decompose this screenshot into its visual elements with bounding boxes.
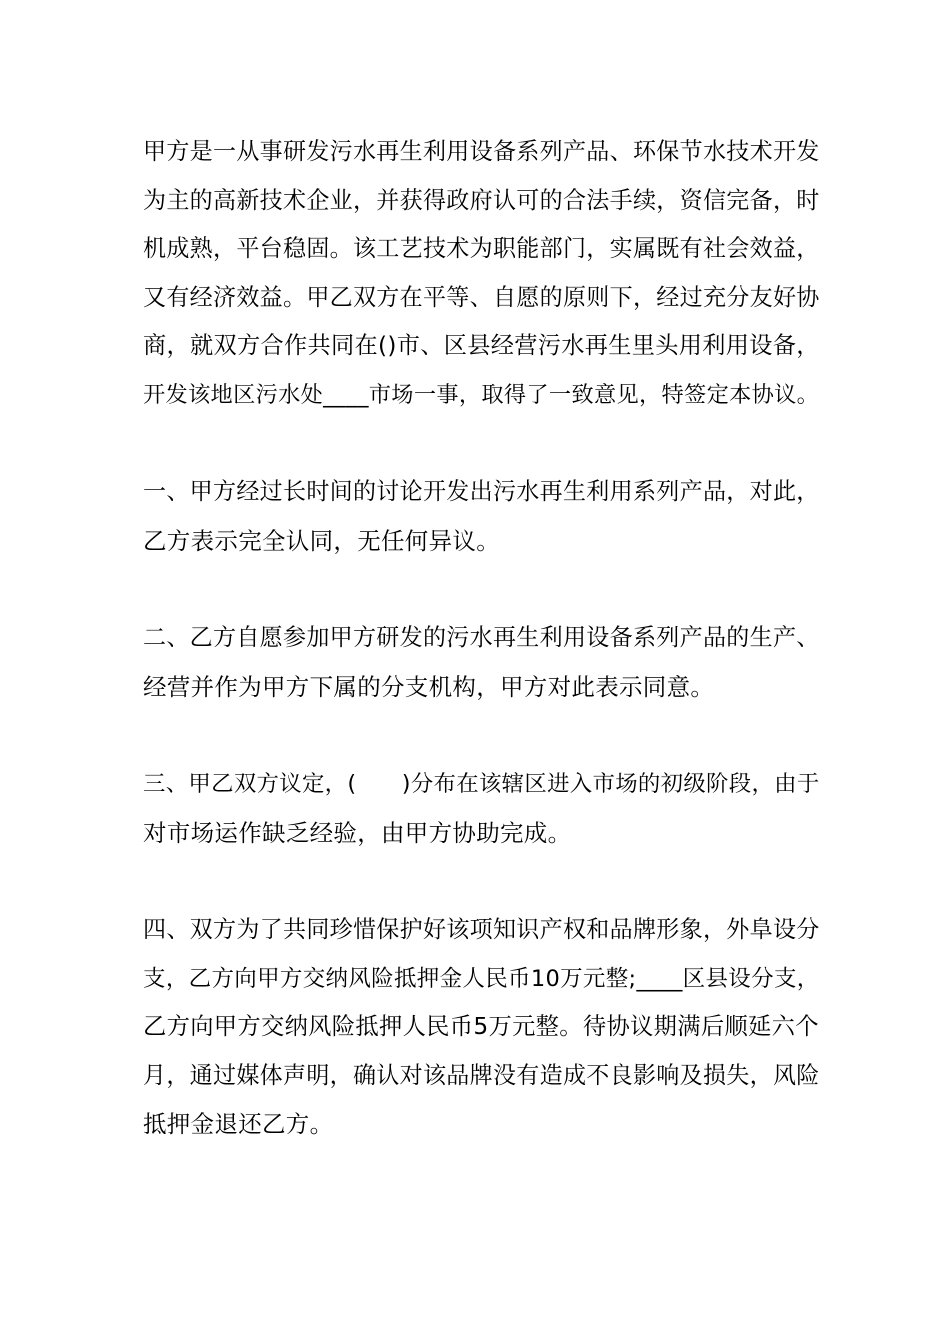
paragraph-clause-3 xyxy=(143,760,823,857)
text-line: 商，就双方合作共同在()市、区县经营污水再生里头用利用设备， xyxy=(143,332,820,359)
text-line: 机成熟，平台稳固。该工艺技术为职能部门，实属既有社会效益， xyxy=(143,236,820,262)
text-line: 乙方向甲方交纳风险抵押人民币5万元整。待协议期满后顺延六个 xyxy=(143,1013,819,1040)
text-line: 月，通过媒体声明，确认对该品牌没有造成不良影响及损失，风险 xyxy=(143,1062,820,1089)
text-line: 乙方表示完全认同，无任何异议。 xyxy=(143,526,500,555)
text-line: 三、甲乙双方议定，( )分布在该辖区进入市场的初级阶段，由于 xyxy=(143,771,820,797)
text-line: 二、乙方自愿参加甲方研发的污水再生利用设备系列产品的生产、 xyxy=(143,625,820,651)
text-line: 对市场运作缺乏经验，由甲方协助完成。 xyxy=(143,818,572,847)
text-line: 经营并作为甲方下属的分支机构，甲方对此表示同意。 xyxy=(143,672,715,701)
text-line: 一、甲方经过长时间的讨论开发出污水再生利用系列产品，对此， xyxy=(143,479,820,505)
text-line: 又有经济效益。甲乙双方在平等、自愿的原则下，经过充分友好协 xyxy=(143,284,820,311)
text-line: 支，乙方向甲方交纳风险抵押金人民币10万元整;____区县设分支， xyxy=(143,965,820,992)
text-line: 抵押金退还乙方。 xyxy=(143,1110,334,1138)
text-line: 为主的高新技术企业，并获得政府认可的合法手续，资信完备，时 xyxy=(143,187,820,214)
paragraph-clause-1 xyxy=(143,468,823,565)
text-line: 甲方是一从事研发污水再生利用设备系列产品、环保节水技术开发 xyxy=(143,139,820,165)
paragraph-intro xyxy=(143,128,823,419)
paragraph-clause-2 xyxy=(143,614,823,711)
document-body xyxy=(143,128,823,1198)
text-line: 四、双方为了共同珍惜保护好该项知识产权和品牌形象，外阜设分 xyxy=(143,917,820,943)
paragraph-clause-4 xyxy=(143,906,823,1149)
text-line: 开发该地区污水处____市场一事，取得了一致意见，特签定本协议。 xyxy=(143,381,820,408)
